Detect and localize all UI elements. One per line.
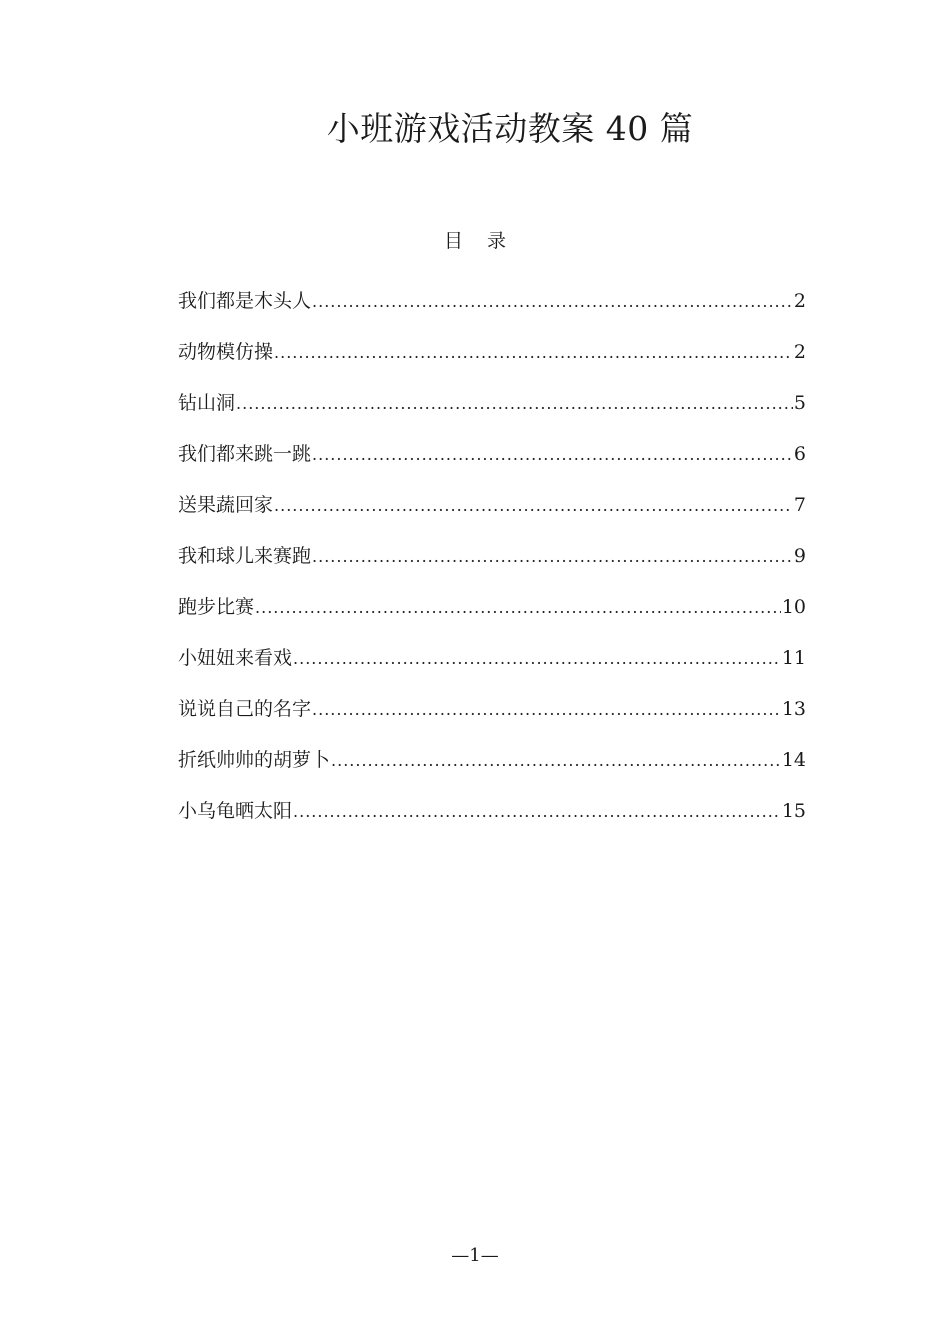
toc-entry-page: 9	[793, 545, 806, 567]
toc-entry-label: 我们都来跳一跳	[178, 443, 312, 465]
toc-entry-label: 跑步比赛	[178, 596, 255, 618]
toc-heading: 目录	[443, 230, 530, 252]
toc-entry[interactable]	[178, 388, 806, 439]
toc-entry-label: 折纸帅帅的胡萝卜	[178, 749, 331, 771]
toc-entry-page: 2	[793, 290, 806, 312]
toc-dot-leader	[312, 440, 793, 470]
toc-entry[interactable]	[178, 796, 806, 847]
page-number-footer: —1—	[451, 1245, 499, 1266]
toc-entry-page: 14	[781, 749, 806, 771]
toc-dot-leader	[255, 593, 781, 623]
toc-entry-label: 小乌龟晒太阳	[178, 800, 293, 822]
toc-entry-page: 7	[793, 494, 806, 516]
table-of-contents	[178, 286, 806, 847]
toc-entry[interactable]	[178, 541, 806, 592]
toc-entry[interactable]	[178, 490, 806, 541]
toc-entry[interactable]	[178, 592, 806, 643]
toc-entry-label: 我和球儿来赛跑	[178, 545, 312, 567]
toc-entry[interactable]	[178, 286, 806, 337]
toc-dot-leader	[312, 287, 793, 317]
toc-entry-page: 13	[781, 698, 806, 720]
toc-entry-label: 送果蔬回家	[178, 494, 274, 516]
toc-entry-page: 2	[793, 341, 806, 363]
document-title: 小班游戏活动教案 40 篇	[326, 109, 694, 148]
toc-entry-label: 钻山洞	[178, 392, 236, 414]
toc-dot-leader	[312, 695, 781, 725]
toc-entry[interactable]	[178, 694, 806, 745]
toc-entry-page: 6	[793, 443, 806, 465]
toc-entry-page: 11	[781, 647, 806, 669]
toc-dot-leader	[312, 542, 793, 572]
toc-entry[interactable]	[178, 745, 806, 796]
toc-entry[interactable]	[178, 643, 806, 694]
toc-entry-page: 5	[793, 392, 806, 414]
toc-dot-leader	[274, 338, 793, 368]
toc-entry[interactable]	[178, 439, 806, 490]
toc-entry-label: 小妞妞来看戏	[178, 647, 293, 669]
toc-dot-leader	[293, 797, 781, 827]
toc-entry-page: 15	[781, 800, 806, 822]
toc-dot-leader	[274, 491, 793, 521]
toc-dot-leader	[293, 644, 781, 674]
toc-entry-page: 10	[781, 596, 806, 618]
toc-dot-leader	[236, 389, 793, 419]
toc-entry[interactable]	[178, 337, 806, 388]
toc-entry-label: 动物模仿操	[178, 341, 274, 363]
toc-dot-leader	[331, 746, 781, 776]
toc-entry-label: 我们都是木头人	[178, 290, 312, 312]
toc-entry-label: 说说自己的名字	[178, 698, 312, 720]
